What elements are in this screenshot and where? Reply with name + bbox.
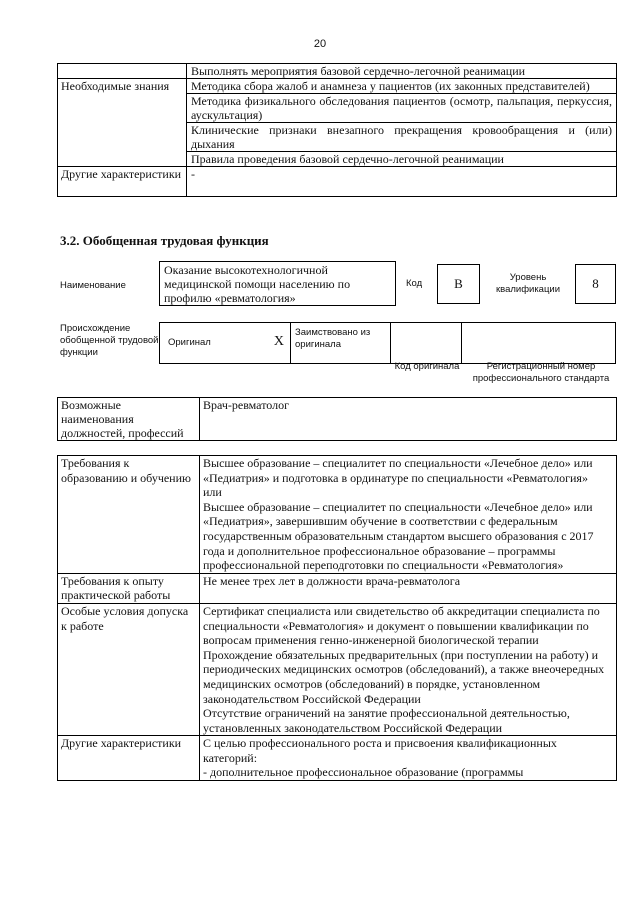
skills-knowledge-table [57,63,617,197]
code-original-label: Код оригинала [394,361,460,372]
table-row [58,736,617,781]
table-cell: Клинические признаки внезапного прекращения кровообращения и (или) дыхания [187,123,617,152]
reg-number-label: Регистрационный номер профессионального стандарта [472,361,610,384]
row-label [58,64,187,79]
positions-table [57,397,617,441]
requirement-line: Отсутствие ограничений на занятие профессиональной деятельностью, установленных законодательством Российской Федерации [203,706,570,735]
code-original-cell [391,323,462,363]
requirement-line: Не менее трех лет в должности врача-ревматолога [203,573,461,588]
requirements-table [57,455,617,781]
original-label: Оригинал [168,337,211,348]
code-value-box: B [437,264,480,304]
code-label: Код [406,278,423,289]
table-row [58,64,617,79]
row-label: Требования к опыту практической работы [58,573,200,603]
row-label: Требования к образованию и обучению [58,456,200,574]
row-label: Необходимые знания [58,79,187,167]
requirement-line: Прохождение обязательных предварительных (при поступлении на работу) и периодических медицинских осмотров (обследований), а также внеочередных медицинских осмотров (обследований) в порядке, установленном законодательством Российской Федерации [203,647,605,706]
row-label: Другие характеристики [58,736,200,781]
table-cell: Врач-ревматолог [200,398,617,441]
requirement-line: - дополнительное профессиональное образование (программы [203,765,524,780]
table-row [58,573,617,603]
table-row [58,456,617,574]
table-cell: Методика физикального обследования пациентов (осмотр, пальпация, перкуссия, аускультация) [187,94,617,123]
table-row [58,398,617,441]
requirement-line: Высшее образование – специалитет по специальности «Лечебное дело» или «Педиатрия» и подготовка в ординатуре по специальности «Ревматология» [203,456,593,485]
table-cell: - [187,167,617,197]
level-value-box: 8 [575,264,616,304]
level-label: Уровень квалификации [495,272,561,295]
requirement-line: Высшее образование – специалитет по специальности «Лечебное дело» или «Педиатрия», завершившим обучение в соответствии с федеральным государственным образовательным стандартом высшего образования с 2017 года и дополнительное профессиональное образование – программы профессиональной переподготовки по специальности «Ревматология» [203,499,594,573]
table-cell: Методика сбора жалоб и анамнеза у пациентов (их законных представителей) [187,79,617,94]
origin-row [159,322,616,364]
row-label: Возможные наименования должностей, профессий [58,398,200,441]
requirement-line: Сертификат специалиста или свидетельство об аккредитации специалиста по специальности «Ревматология» и документ о повышении квалификации по вопросам применения генно-инженерной биологической терапии [203,603,600,648]
row-label: Другие характеристики [58,167,187,197]
name-label: Наименование [60,280,126,291]
borrowed-label: Заимствовано из оригинала [291,323,391,363]
requirement-line: С целью профессионального роста и присвоения квалификационных категорий: [203,736,557,765]
requirement-line: или [203,485,222,500]
function-name-box: Оказание высокотехнологичной медицинской помощи населению по профилю «ревматология» [159,261,396,306]
original-mark: X [273,334,284,349]
table-row [58,79,617,94]
table-cell: Правила проведения базовой сердечно-легочной реанимации [187,152,617,167]
table-row [58,167,617,197]
page-number: 20 [313,38,327,50]
table-cell: Выполнять мероприятия базовой сердечно-легочной реанимации [187,64,617,79]
table-row [58,603,617,735]
section-title: 3.2. Обобщенная трудовая функция [60,233,269,248]
reg-number-cell [462,323,615,363]
origin-label: Происхождение обобщенной трудовой функции [60,323,159,358]
row-label: Особые условия допуска к работе [58,603,200,735]
